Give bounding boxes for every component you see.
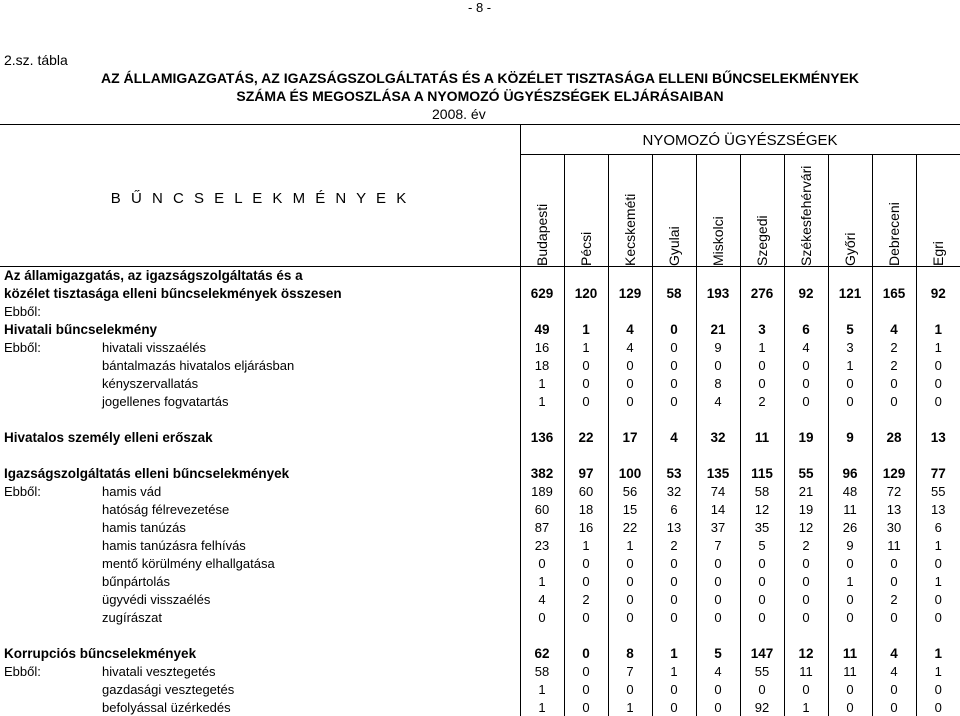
cell-value: 0	[828, 554, 872, 572]
table-label: 2.sz. tábla	[4, 52, 68, 68]
cell-value: 18	[520, 356, 564, 374]
table-row	[0, 374, 960, 392]
header-crimes-title: B Ű N C S E L E K M É N Y E K	[110, 190, 410, 207]
row-label	[0, 374, 520, 392]
table-row	[0, 536, 960, 554]
cell-value: 11	[872, 536, 916, 554]
cell-value: 96	[828, 464, 872, 482]
cell-value: 0	[696, 698, 740, 716]
cell-value: 4	[872, 320, 916, 338]
column-header-7: Győri	[842, 232, 858, 266]
cell-value: 0	[916, 608, 960, 626]
cell-value: 92	[740, 698, 784, 716]
cell-value: 0	[652, 356, 696, 374]
rule	[784, 154, 785, 266]
cell-value: 92	[916, 284, 960, 302]
table-row	[0, 356, 960, 374]
cell-value: 13	[916, 428, 960, 446]
cell-value: 6	[652, 500, 696, 518]
row-label	[0, 356, 520, 374]
cell-value: 55	[916, 482, 960, 500]
cell-value: 8	[696, 374, 740, 392]
cell-value: 0	[872, 374, 916, 392]
cell-value: 0	[872, 608, 916, 626]
cell-value: 2	[652, 536, 696, 554]
cell-value: 11	[828, 662, 872, 680]
row-label-text: mentő körülmény elhallgatása	[102, 555, 275, 571]
cell-value: 55	[784, 464, 828, 482]
cell-value: 0	[696, 356, 740, 374]
table-row-group	[0, 464, 960, 482]
page-number: - 8 -	[468, 0, 492, 15]
cell-value: 74	[696, 482, 740, 500]
cell-value: 0	[608, 590, 652, 608]
cell-value: 9	[828, 428, 872, 446]
cell-value: 4	[608, 338, 652, 356]
cell-value: 26	[828, 518, 872, 536]
row-label-text: hivatali vesztegetés	[102, 663, 216, 679]
cell-value: 0	[916, 374, 960, 392]
cell-value: 11	[784, 662, 828, 680]
cell-value: 0	[696, 590, 740, 608]
table-title-line1: AZ ÁLLAMIGAZGATÁS, AZ IGAZSÁGSZOLGÁLTATÁS ÉS A KÖZÉLET TISZTASÁGA ELLENI BŰNCSELEKMÉNYEK	[100, 70, 860, 86]
row-label: Ebből:	[4, 303, 41, 319]
cell-value: 2	[872, 590, 916, 608]
rule	[608, 154, 609, 266]
row-label	[0, 338, 520, 356]
rule	[520, 124, 521, 266]
row-label-text: hamis vád	[102, 483, 162, 499]
cell-value: 0	[916, 356, 960, 374]
cell-value: 32	[696, 428, 740, 446]
cell-value: 1	[828, 572, 872, 590]
cell-value: 0	[696, 608, 740, 626]
cell-value: 100	[608, 464, 652, 482]
cell-value: 0	[652, 320, 696, 338]
row-label: Az államigazgatás, az igazságszolgáltatás és a	[4, 267, 303, 283]
cell-value: 4	[608, 320, 652, 338]
cell-value: 12	[784, 518, 828, 536]
cell-value: 121	[828, 284, 872, 302]
cell-value: 1	[520, 374, 564, 392]
cell-value: 1	[828, 356, 872, 374]
cell-value: 9	[696, 338, 740, 356]
row-label: Korrupciós bűncselekmények	[4, 645, 197, 661]
cell-value: 0	[564, 572, 608, 590]
cell-value: 11	[740, 428, 784, 446]
cell-value: 0	[872, 554, 916, 572]
cell-value: 77	[916, 464, 960, 482]
column-header-8: Debreceni	[886, 202, 902, 266]
cell-value: 1	[916, 662, 960, 680]
cell-value: 1	[652, 644, 696, 662]
cell-value: 1	[652, 662, 696, 680]
rule	[0, 124, 960, 125]
cell-value: 0	[652, 572, 696, 590]
table-row-spacer	[0, 410, 960, 428]
cell-value: 13	[872, 500, 916, 518]
cell-value: 62	[520, 644, 564, 662]
cell-value: 11	[828, 500, 872, 518]
cell-value: 6	[916, 518, 960, 536]
cell-value: 1	[916, 644, 960, 662]
cell-value: 0	[652, 374, 696, 392]
cell-value: 0	[872, 680, 916, 698]
cell-value: 58	[740, 482, 784, 500]
cell-value: 1	[520, 572, 564, 590]
row-label-text: hatóság félrevezetése	[102, 501, 230, 517]
cell-value: 13	[652, 518, 696, 536]
cell-value: 0	[784, 590, 828, 608]
cell-value: 4	[696, 662, 740, 680]
row-label-text: jogellenes fogvatartás	[102, 393, 229, 409]
cell-value: 0	[916, 680, 960, 698]
rule	[872, 154, 873, 266]
cell-value: 1	[564, 320, 608, 338]
cell-value: 1	[520, 680, 564, 698]
cell-value: 7	[696, 536, 740, 554]
cell-value: 0	[784, 356, 828, 374]
column-header-5: Szegedi	[754, 215, 770, 266]
row-prefix: Ebből:	[4, 483, 41, 499]
cell-value: 2	[740, 392, 784, 410]
rule	[564, 154, 565, 266]
cell-value: 5	[696, 644, 740, 662]
cell-value: 0	[740, 572, 784, 590]
cell-value: 6	[784, 320, 828, 338]
table-row	[0, 698, 960, 716]
cell-value: 0	[652, 338, 696, 356]
table-row	[0, 608, 960, 626]
cell-value: 0	[652, 554, 696, 572]
cell-value: 0	[564, 680, 608, 698]
row-label	[0, 392, 520, 410]
table-row-spacer	[0, 626, 960, 644]
cell-value: 0	[872, 572, 916, 590]
column-header-6: Székesfehérvári	[798, 165, 814, 266]
row-label	[0, 554, 520, 572]
row-label-text: befolyással üzérkedés	[102, 699, 231, 715]
row-label-text: hamis tanúzásra felhívás	[102, 537, 246, 553]
table-row-group	[0, 644, 960, 662]
cell-value: 60	[520, 500, 564, 518]
column-header-9: Egri	[930, 241, 946, 266]
cell-value: 1	[564, 338, 608, 356]
column-header-2: Kecskeméti	[622, 193, 638, 266]
cell-value: 0	[828, 392, 872, 410]
cell-value: 0	[608, 374, 652, 392]
row-label: Hivatali bűncselekmény	[4, 321, 158, 337]
row-prefix: Ebből:	[4, 339, 41, 355]
cell-value: 3	[740, 320, 784, 338]
cell-value: 22	[608, 518, 652, 536]
cell-value: 11	[828, 644, 872, 662]
cell-value: 15	[608, 500, 652, 518]
cell-value: 0	[916, 554, 960, 572]
cell-value: 0	[740, 554, 784, 572]
cell-value: 4	[652, 428, 696, 446]
data-table	[0, 266, 960, 716]
cell-value: 2	[872, 356, 916, 374]
table-year: 2008. év	[432, 106, 486, 122]
cell-value: 276	[740, 284, 784, 302]
cell-value: 2	[784, 536, 828, 554]
cell-value: 21	[696, 320, 740, 338]
cell-value: 136	[520, 428, 564, 446]
cell-value: 2	[564, 590, 608, 608]
cell-value: 382	[520, 464, 564, 482]
cell-value: 0	[828, 590, 872, 608]
cell-value: 5	[828, 320, 872, 338]
table-title-line2: SZÁMA ÉS MEGOSZLÁSA A NYOMOZÓ ÜGYÉSZSÉGEK ELJÁRÁSAIBAN	[236, 88, 724, 104]
cell-value: 32	[652, 482, 696, 500]
cell-value: 4	[872, 662, 916, 680]
cell-value: 13	[916, 500, 960, 518]
cell-value: 0	[740, 356, 784, 374]
cell-value: 0	[872, 698, 916, 716]
cell-value: 4	[784, 338, 828, 356]
table-row	[0, 662, 960, 680]
cell-value: 17	[608, 428, 652, 446]
cell-value: 55	[740, 662, 784, 680]
cell-value: 0	[696, 554, 740, 572]
cell-value: 0	[652, 680, 696, 698]
cell-value: 0	[520, 608, 564, 626]
row-label: Hivatalos személy elleni erőszak	[4, 429, 213, 445]
cell-value: 129	[608, 284, 652, 302]
table-row	[0, 482, 960, 500]
cell-value: 12	[784, 644, 828, 662]
cell-value: 0	[652, 392, 696, 410]
cell-value: 16	[564, 518, 608, 536]
cell-value: 0	[916, 392, 960, 410]
table-row	[0, 572, 960, 590]
cell-value: 72	[872, 482, 916, 500]
cell-value: 5	[740, 536, 784, 554]
table-row	[0, 590, 960, 608]
cell-value: 0	[652, 590, 696, 608]
cell-value: 0	[828, 698, 872, 716]
cell-value: 30	[872, 518, 916, 536]
cell-value: 35	[740, 518, 784, 536]
cell-value: 0	[916, 590, 960, 608]
row-label-text: gazdasági vesztegetés	[102, 681, 235, 697]
cell-value: 1	[784, 698, 828, 716]
table-row-group	[0, 320, 960, 338]
cell-value: 0	[608, 356, 652, 374]
cell-value: 58	[520, 662, 564, 680]
row-label: közélet tisztasága elleni bűncselekmények összesen	[4, 285, 342, 301]
cell-value: 0	[608, 572, 652, 590]
cell-value: 0	[784, 554, 828, 572]
cell-value: 48	[828, 482, 872, 500]
cell-value: 56	[608, 482, 652, 500]
table-row-note	[0, 302, 960, 320]
cell-value: 19	[784, 500, 828, 518]
header-group-title: NYOMOZÓ ÜGYÉSZSÉGEK	[642, 132, 838, 149]
cell-value: 0	[784, 680, 828, 698]
row-label	[0, 608, 520, 626]
row-label	[0, 518, 520, 536]
row-label	[0, 590, 520, 608]
cell-value: 53	[652, 464, 696, 482]
cell-value: 1	[564, 536, 608, 554]
column-header-1: Pécsi	[578, 231, 594, 266]
cell-value: 8	[608, 644, 652, 662]
cell-value: 1	[520, 698, 564, 716]
row-label-text: hamis tanúzás	[102, 519, 186, 535]
cell-value: 4	[520, 590, 564, 608]
column-header-3: Gyulai	[666, 226, 682, 266]
cell-value: 2	[872, 338, 916, 356]
table-row	[0, 500, 960, 518]
cell-value: 0	[872, 392, 916, 410]
cell-value: 0	[784, 608, 828, 626]
cell-value: 37	[696, 518, 740, 536]
column-header-0: Budapesti	[534, 203, 550, 266]
cell-value: 165	[872, 284, 916, 302]
cell-value: 1	[520, 392, 564, 410]
cell-value: 0	[740, 680, 784, 698]
cell-value: 0	[828, 608, 872, 626]
cell-value: 0	[608, 554, 652, 572]
cell-value: 1	[916, 536, 960, 554]
cell-value: 21	[784, 482, 828, 500]
cell-value: 4	[696, 392, 740, 410]
cell-value: 0	[608, 392, 652, 410]
cell-value: 9	[828, 536, 872, 554]
cell-value: 0	[696, 680, 740, 698]
cell-value: 1	[608, 536, 652, 554]
cell-value: 92	[784, 284, 828, 302]
row-label: Igazságszolgáltatás elleni bűncselekmények	[4, 465, 290, 481]
cell-value: 0	[564, 356, 608, 374]
cell-value: 0	[784, 392, 828, 410]
row-prefix: Ebből:	[4, 663, 41, 679]
row-label	[0, 500, 520, 518]
cell-value: 193	[696, 284, 740, 302]
table-row-group	[0, 428, 960, 446]
table-row	[0, 554, 960, 572]
cell-value: 0	[564, 662, 608, 680]
cell-value: 0	[564, 608, 608, 626]
cell-value: 0	[564, 392, 608, 410]
rule	[696, 154, 697, 266]
cell-value: 18	[564, 500, 608, 518]
row-label-text: kényszervallatás	[102, 375, 199, 391]
row-label	[0, 572, 520, 590]
cell-value: 0	[784, 572, 828, 590]
table-row-spacer	[0, 446, 960, 464]
row-label	[0, 662, 520, 680]
cell-value: 0	[564, 644, 608, 662]
cell-value: 87	[520, 518, 564, 536]
row-label-text: bántalmazás hivatalos eljárásban	[102, 357, 295, 373]
cell-value: 120	[564, 284, 608, 302]
table-row	[0, 338, 960, 356]
cell-value: 147	[740, 644, 784, 662]
rule	[740, 154, 741, 266]
row-label	[0, 698, 520, 716]
cell-value: 28	[872, 428, 916, 446]
cell-value: 3	[828, 338, 872, 356]
cell-value: 129	[872, 464, 916, 482]
row-label	[0, 680, 520, 698]
cell-value: 49	[520, 320, 564, 338]
rule	[916, 154, 917, 266]
cell-value: 0	[828, 680, 872, 698]
cell-value: 60	[564, 482, 608, 500]
cell-value: 12	[740, 500, 784, 518]
cell-value: 0	[652, 698, 696, 716]
cell-value: 0	[740, 590, 784, 608]
cell-value: 0	[520, 554, 564, 572]
cell-value: 1	[608, 698, 652, 716]
cell-value: 0	[740, 374, 784, 392]
table-row	[0, 518, 960, 536]
row-label-text: ügyvédi visszaélés	[102, 591, 211, 607]
cell-value: 0	[652, 608, 696, 626]
cell-value: 189	[520, 482, 564, 500]
row-label	[0, 482, 520, 500]
column-header-4: Miskolci	[710, 216, 726, 266]
cell-value: 14	[696, 500, 740, 518]
row-label	[0, 536, 520, 554]
cell-value: 0	[608, 680, 652, 698]
cell-value: 1	[916, 572, 960, 590]
cell-value: 0	[740, 608, 784, 626]
table-row	[0, 392, 960, 410]
cell-value: 23	[520, 536, 564, 554]
row-label-text: zugírászat	[102, 609, 162, 625]
cell-value: 0	[828, 374, 872, 392]
cell-value: 7	[608, 662, 652, 680]
cell-value: 1	[916, 338, 960, 356]
cell-value: 58	[652, 284, 696, 302]
row-label-text: hivatali visszaélés	[102, 339, 207, 355]
cell-value: 135	[696, 464, 740, 482]
table-row-total	[0, 284, 960, 302]
row-label-text: bűnpártolás	[102, 573, 170, 589]
cell-value: 1	[916, 320, 960, 338]
cell-value: 0	[564, 374, 608, 392]
cell-value: 0	[916, 698, 960, 716]
rule	[828, 154, 829, 266]
cell-value: 1	[740, 338, 784, 356]
cell-value: 16	[520, 338, 564, 356]
cell-value: 0	[608, 608, 652, 626]
cell-value: 22	[564, 428, 608, 446]
cell-value: 19	[784, 428, 828, 446]
cell-value: 0	[564, 698, 608, 716]
cell-value: 0	[784, 374, 828, 392]
cell-value: 629	[520, 284, 564, 302]
cell-value: 4	[872, 644, 916, 662]
rule	[652, 154, 653, 266]
cell-value: 0	[696, 572, 740, 590]
cell-value: 0	[564, 554, 608, 572]
cell-value: 115	[740, 464, 784, 482]
table-row	[0, 680, 960, 698]
cell-value: 97	[564, 464, 608, 482]
